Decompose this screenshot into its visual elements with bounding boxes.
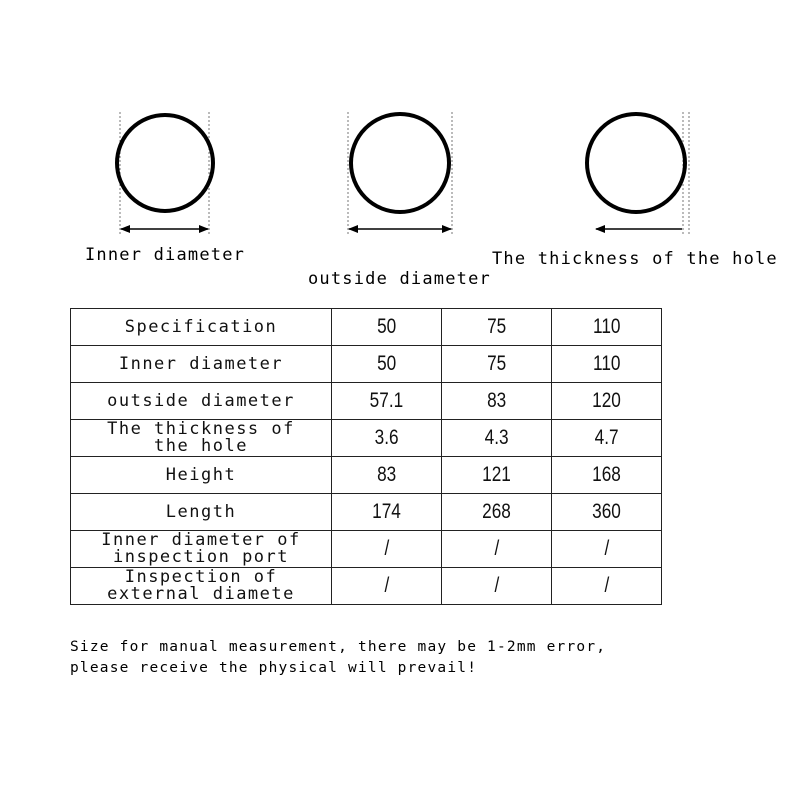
table-row <box>71 420 662 457</box>
outside-diameter-diagram <box>308 112 491 289</box>
row-value-1: 57.1 <box>332 383 442 420</box>
thickness-label: The thickness of the hole <box>492 249 778 269</box>
row-value-3: 360 <box>552 494 662 531</box>
row-value-1: / <box>332 568 442 605</box>
inner-diameter-label: Inner diameter <box>85 245 246 265</box>
row-value-3: 168 <box>552 457 662 494</box>
row-value-2: / <box>442 568 552 605</box>
thickness-diagram <box>492 112 778 269</box>
row-value-3: 110 <box>552 346 662 383</box>
table-row <box>71 383 662 420</box>
row-value-1: / <box>332 531 442 568</box>
note-line-2: please receive the physical will prevail! <box>70 660 478 676</box>
row-label: Inspection of external diamete <box>71 568 332 605</box>
row-value-3: / <box>552 531 662 568</box>
table-row <box>71 457 662 494</box>
measurement-note <box>70 637 606 679</box>
row-value-3: 4.7 <box>552 420 662 457</box>
row-label: Inner diameter <box>71 346 332 383</box>
row-value-2: 121 <box>442 457 552 494</box>
pipe-dimension-diagrams <box>0 0 800 300</box>
row-label: Specification <box>71 309 332 346</box>
outside-diameter-label: outside diameter <box>308 269 491 289</box>
row-label: Length <box>71 494 332 531</box>
row-value-2: 75 <box>442 309 552 346</box>
row-value-1: 50 <box>332 309 442 346</box>
row-value-2: 83 <box>442 383 552 420</box>
inner-diameter-diagram <box>85 112 245 265</box>
row-value-2: 268 <box>442 494 552 531</box>
row-value-2: / <box>442 531 552 568</box>
row-value-3: 110 <box>552 309 662 346</box>
row-value-1: 83 <box>332 457 442 494</box>
pipe-ring-thickness <box>587 114 685 212</box>
row-label: The thickness of the hole <box>71 420 332 457</box>
row-value-3: 120 <box>552 383 662 420</box>
row-value-1: 3.6 <box>332 420 442 457</box>
pipe-ring-inner <box>117 115 213 211</box>
row-label: Height <box>71 457 332 494</box>
table-row <box>71 309 662 346</box>
table-row <box>71 494 662 531</box>
row-label: Inner diameter of inspection port <box>71 531 332 568</box>
row-value-2: 75 <box>442 346 552 383</box>
table-row <box>71 568 662 605</box>
note-line-1: Size for manual measurement, there may be 1-2mm error, <box>70 639 607 655</box>
table-row <box>71 346 662 383</box>
specification-table <box>70 308 662 605</box>
table-row <box>71 531 662 568</box>
row-label: outside diameter <box>71 383 332 420</box>
row-value-1: 174 <box>332 494 442 531</box>
row-value-1: 50 <box>332 346 442 383</box>
pipe-ring-outside <box>351 114 449 212</box>
row-value-2: 4.3 <box>442 420 552 457</box>
row-value-3: / <box>552 568 662 605</box>
